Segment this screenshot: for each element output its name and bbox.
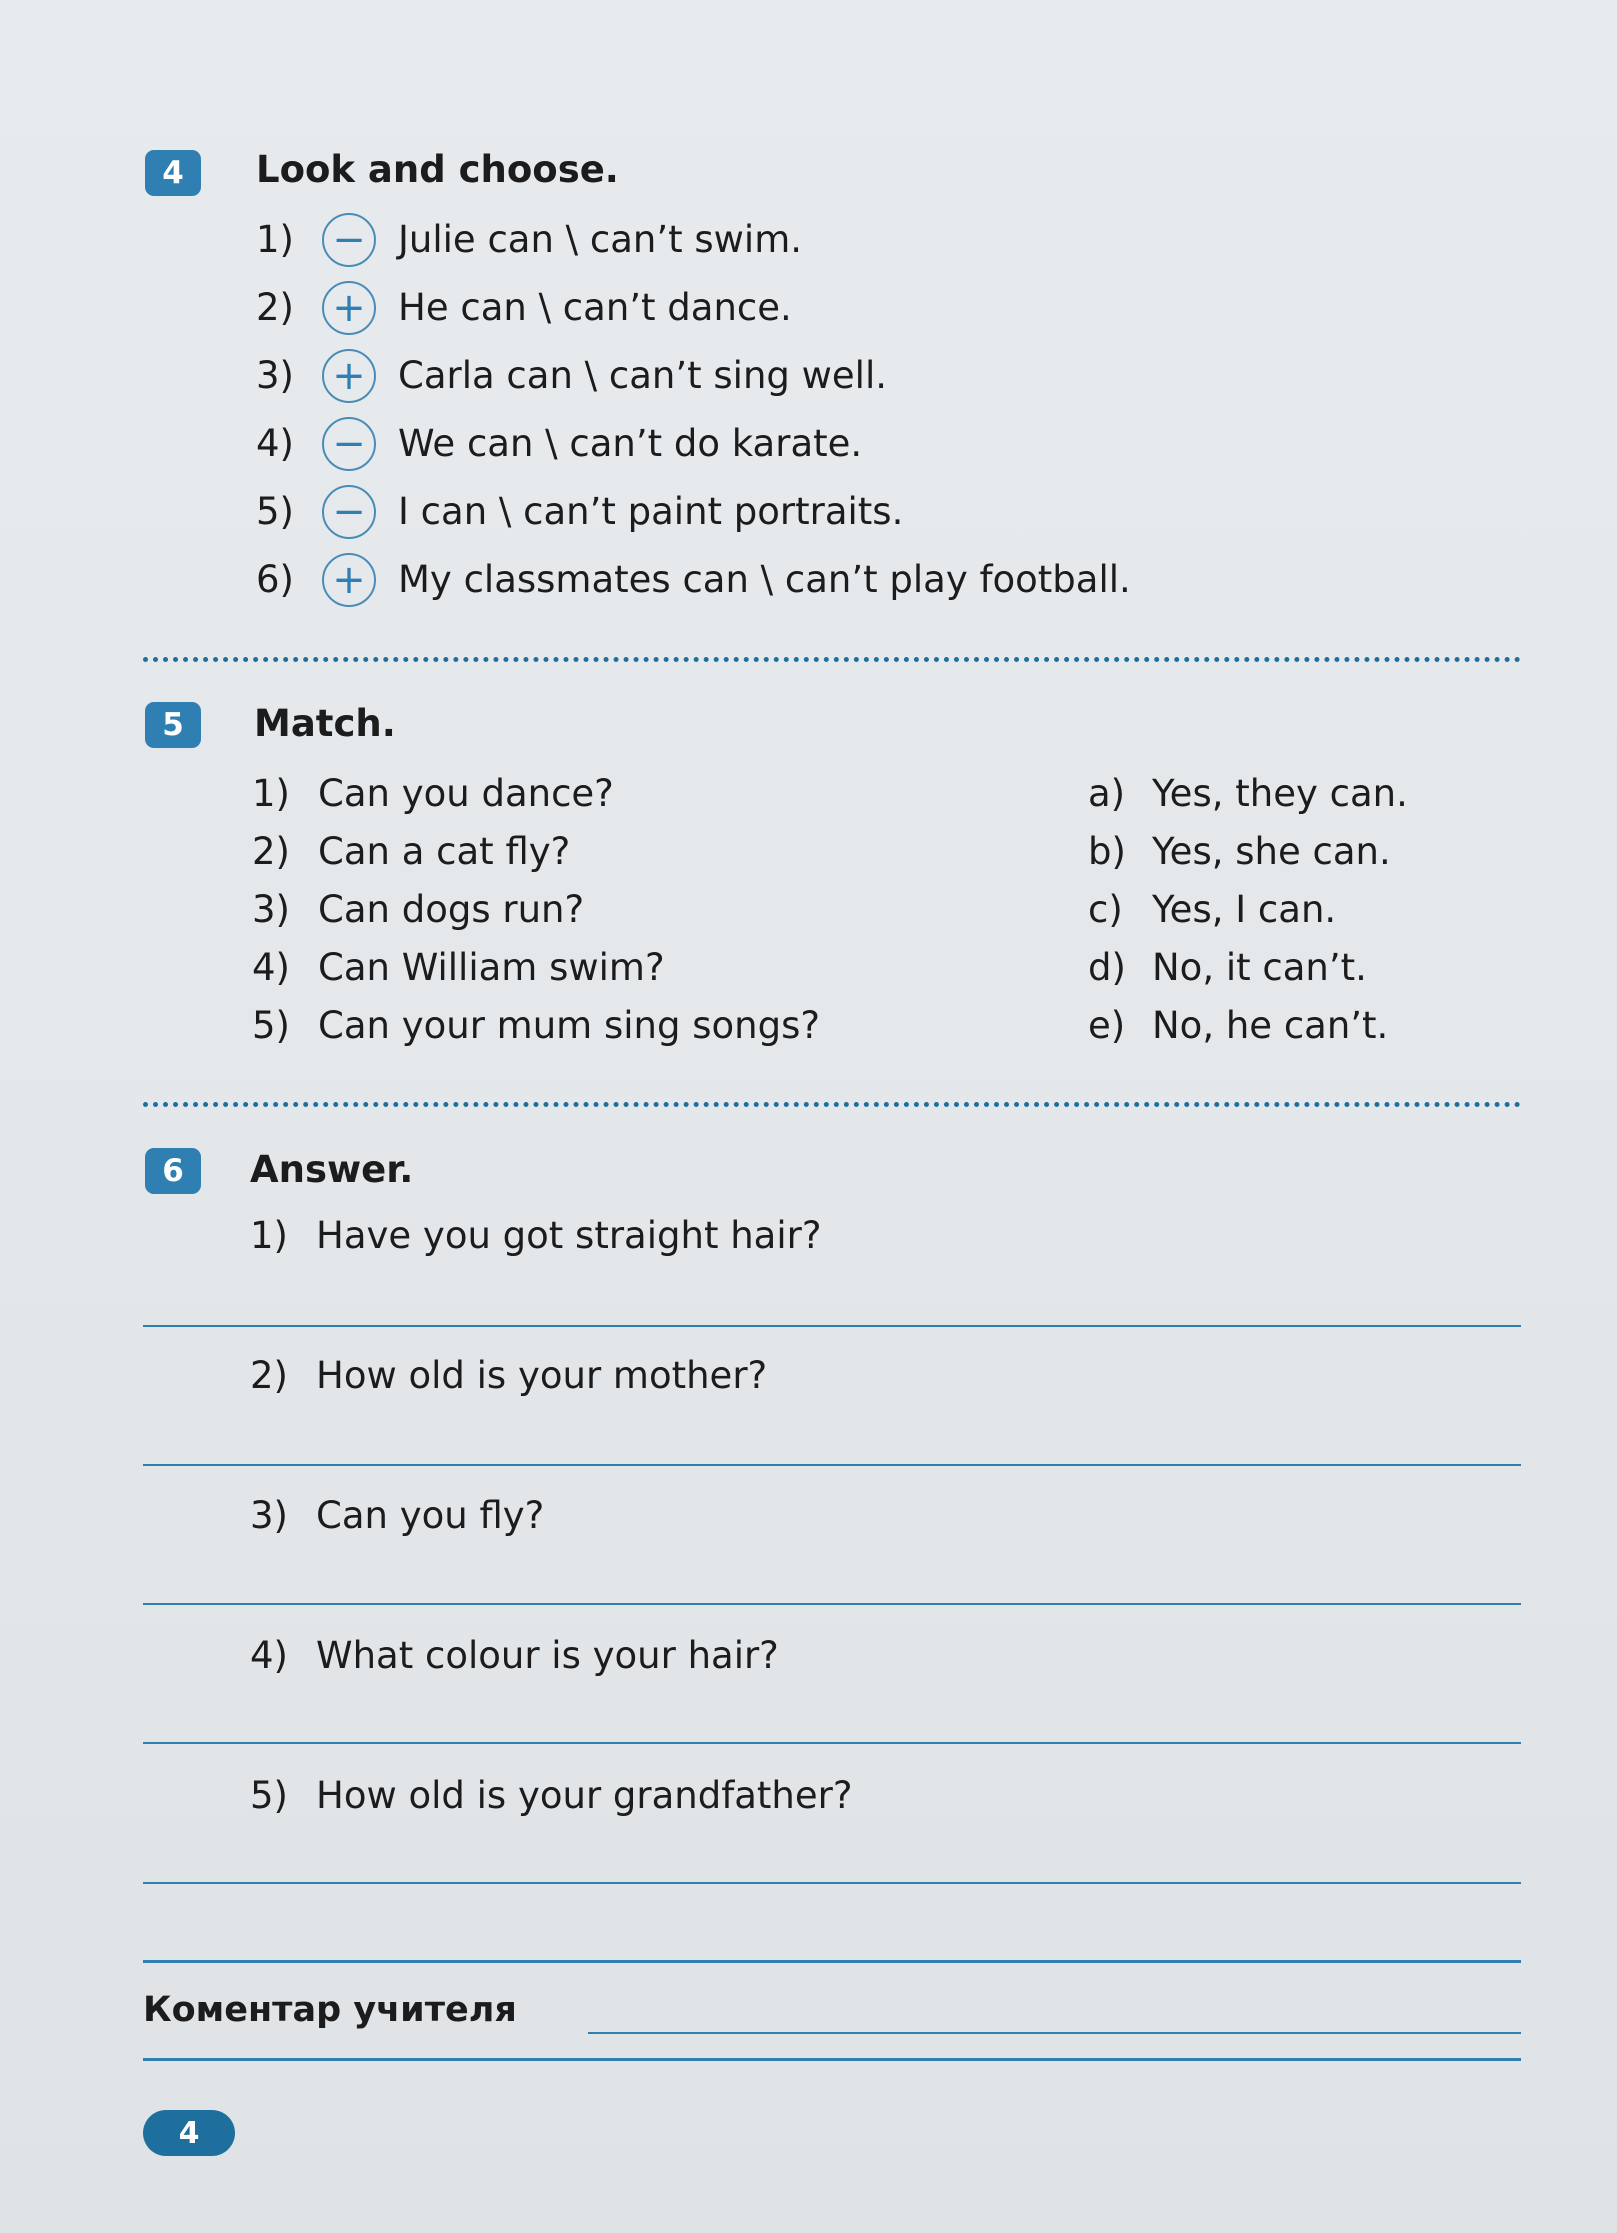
question-number: 1): [250, 1214, 288, 1257]
question-text: Have you got straight hair?: [316, 1214, 822, 1257]
answer-text[interactable]: Yes, I can.: [1152, 888, 1337, 931]
item-text: We can \ can’t do karate.: [398, 422, 863, 465]
section-divider: [143, 1960, 1521, 1963]
answer-line[interactable]: [143, 1325, 1521, 1327]
question-text: How old is your grandfather?: [316, 1774, 853, 1817]
answer-letter: d): [1088, 946, 1126, 989]
question-text[interactable]: Can William swim?: [318, 946, 665, 989]
question-text: Can you fly?: [316, 1494, 545, 1537]
item-number: 6): [256, 558, 294, 601]
item-text: I can \ can’t paint portraits.: [398, 490, 904, 533]
exercise-5-badge: 5: [145, 702, 201, 748]
question-number: 5): [250, 1774, 288, 1817]
question-number: 2): [250, 1354, 288, 1397]
plus-icon: +: [322, 349, 376, 403]
teacher-comment-line[interactable]: [588, 2032, 1521, 2034]
teacher-comment-label: Коментар учителя: [143, 1990, 517, 2030]
minus-icon: −: [322, 213, 376, 267]
item-text: He can \ can’t dance.: [398, 286, 792, 329]
question-number: 3): [250, 1494, 288, 1537]
exercise-6-badge: 6: [145, 1148, 201, 1194]
answer-letter: e): [1088, 1004, 1126, 1047]
question-text[interactable]: Can a cat fly?: [318, 830, 571, 873]
plus-icon: +: [322, 553, 376, 607]
question-number: 1): [252, 772, 290, 815]
answer-letter: a): [1088, 772, 1126, 815]
item-number: 1): [256, 218, 294, 261]
question-text: What colour is your hair?: [316, 1634, 779, 1677]
question-number: 4): [252, 946, 290, 989]
question-text[interactable]: Can your mum sing songs?: [318, 1004, 820, 1047]
minus-icon: −: [322, 485, 376, 539]
item-text: Carla can \ can’t sing well.: [398, 354, 887, 397]
answer-line[interactable]: [143, 1464, 1521, 1466]
question-text[interactable]: Can you dance?: [318, 772, 614, 815]
item-number: 3): [256, 354, 294, 397]
question-text[interactable]: Can dogs run?: [318, 888, 585, 931]
answer-text[interactable]: No, it can’t.: [1152, 946, 1367, 989]
bottom-rule: [143, 2058, 1521, 2061]
question-number: 5): [252, 1004, 290, 1047]
exercise-4-title: Look and choose.: [256, 148, 619, 191]
answer-text[interactable]: Yes, they can.: [1152, 772, 1408, 815]
exercise-5-title: Match.: [254, 702, 396, 745]
minus-icon: −: [322, 417, 376, 471]
answer-line[interactable]: [143, 1603, 1521, 1605]
page-number-badge: 4: [143, 2110, 235, 2156]
answer-letter: c): [1088, 888, 1123, 931]
item-number: 5): [256, 490, 294, 533]
question-number: 3): [252, 888, 290, 931]
item-number: 2): [256, 286, 294, 329]
plus-icon: +: [322, 281, 376, 335]
item-text: Julie can \ can’t swim.: [398, 218, 803, 261]
item-number: 4): [256, 422, 294, 465]
question-number: 4): [250, 1634, 288, 1677]
item-text: My classmates can \ can’t play football.: [398, 558, 1131, 601]
answer-line[interactable]: [143, 1882, 1521, 1884]
question-number: 2): [252, 830, 290, 873]
exercise-6-title: Answer.: [250, 1148, 414, 1191]
answer-letter: b): [1088, 830, 1126, 873]
answer-text[interactable]: No, he can’t.: [1152, 1004, 1389, 1047]
section-divider: [143, 657, 1521, 662]
answer-line[interactable]: [143, 1742, 1521, 1744]
exercise-4-badge: 4: [145, 150, 201, 196]
question-text: How old is your mother?: [316, 1354, 768, 1397]
answer-text[interactable]: Yes, she can.: [1152, 830, 1391, 873]
section-divider: [143, 1102, 1521, 1107]
